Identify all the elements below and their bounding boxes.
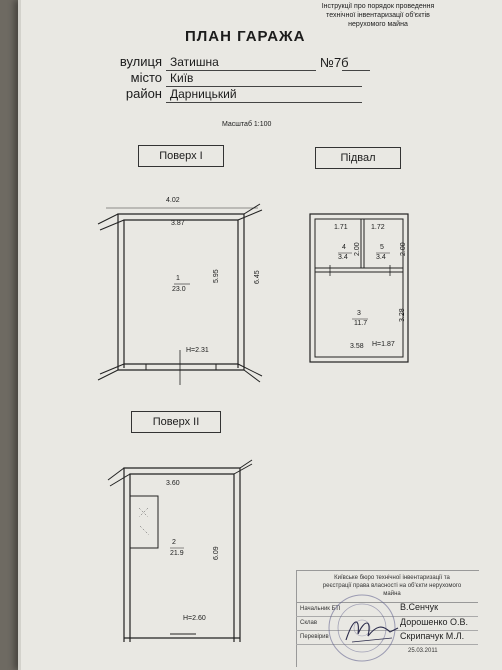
district-label: район [125,86,162,101]
head-name: В.Сенчук [400,602,439,612]
street-label: вулиця [119,54,162,69]
city-label: місто [130,70,162,85]
stamp-org-line3: майна [383,591,401,597]
basement-room5-width: 1.72 [371,224,385,231]
house-number: №7б [320,55,349,70]
scale-label: Масштаб 1:100 [222,121,272,128]
stamp-org-line2: реєстрації права власності на об'єкти нерухомого [322,583,462,589]
basement-room5-number: 5 [380,244,384,251]
instruction-note: Інструкції про порядок проведення технічної інвентаризації об'єктів нерухомого майна [321,3,435,28]
basement-room5-area: 3.4 [376,254,386,261]
sheet-edge [18,0,21,670]
floor1-inner-width: 3.87 [171,220,185,227]
district-underline [166,102,362,103]
floor2-width: 3.60 [166,480,180,487]
handwritten-signature [342,612,402,648]
basement-room5-height: 2.00 [400,242,407,256]
basement-label-box: Підвал [315,147,401,169]
floor1-ceiling-height: H=2.31 [186,347,209,354]
floor2-height: 6.09 [213,546,220,560]
floor1-outer-height: 6.45 [254,270,261,284]
composed-name: Дорошенко О.В. [400,617,468,627]
basement-room4-area: 3.4 [338,254,348,261]
page-title: ПЛАН ГАРАЖА [185,28,306,45]
basement-room4-width: 1.71 [334,224,348,231]
floor2-label-box: Поверх II [131,411,221,433]
floor1-outer-width: 4.02 [166,197,180,204]
floor2-room-area: 21.9 [170,550,184,557]
basement-room4-number: 4 [342,244,346,251]
floor1-room-number: 1 [176,275,180,282]
floor1-plan [90,190,280,400]
floor1-inner-height: 5.95 [213,269,220,283]
floor2-ceiling-height: H=2.60 [183,615,206,622]
basement-room3-number: 3 [357,310,361,317]
basement-room4-height: 2.00 [354,242,361,256]
basement-room3-area: 11.7 [354,320,368,327]
checked-name: Скрипачук М.Л. [400,631,465,641]
basement-ceiling-height: H=1.87 [372,341,395,348]
basement-room3-width: 3.58 [350,343,364,350]
number-underline [342,70,370,71]
stamp-org-line1: Київське бюро технічної інвентаризації та [334,575,450,581]
city-value: Київ [170,71,194,85]
street-value: Затишна [170,55,219,69]
basement-room3-height: 3.28 [399,308,406,322]
composed-label: Склав [300,620,318,626]
stamp-date: 25.03.2011 [408,648,438,654]
head-label: Начальник БТІ [300,606,341,612]
floor1-room-area: 23.0 [172,286,186,293]
checked-label: Перевірив [300,634,329,640]
district-value: Дарницький [170,87,237,101]
floor1-label-box: Поверх I [138,145,224,167]
floor2-room-number: 2 [172,539,176,546]
